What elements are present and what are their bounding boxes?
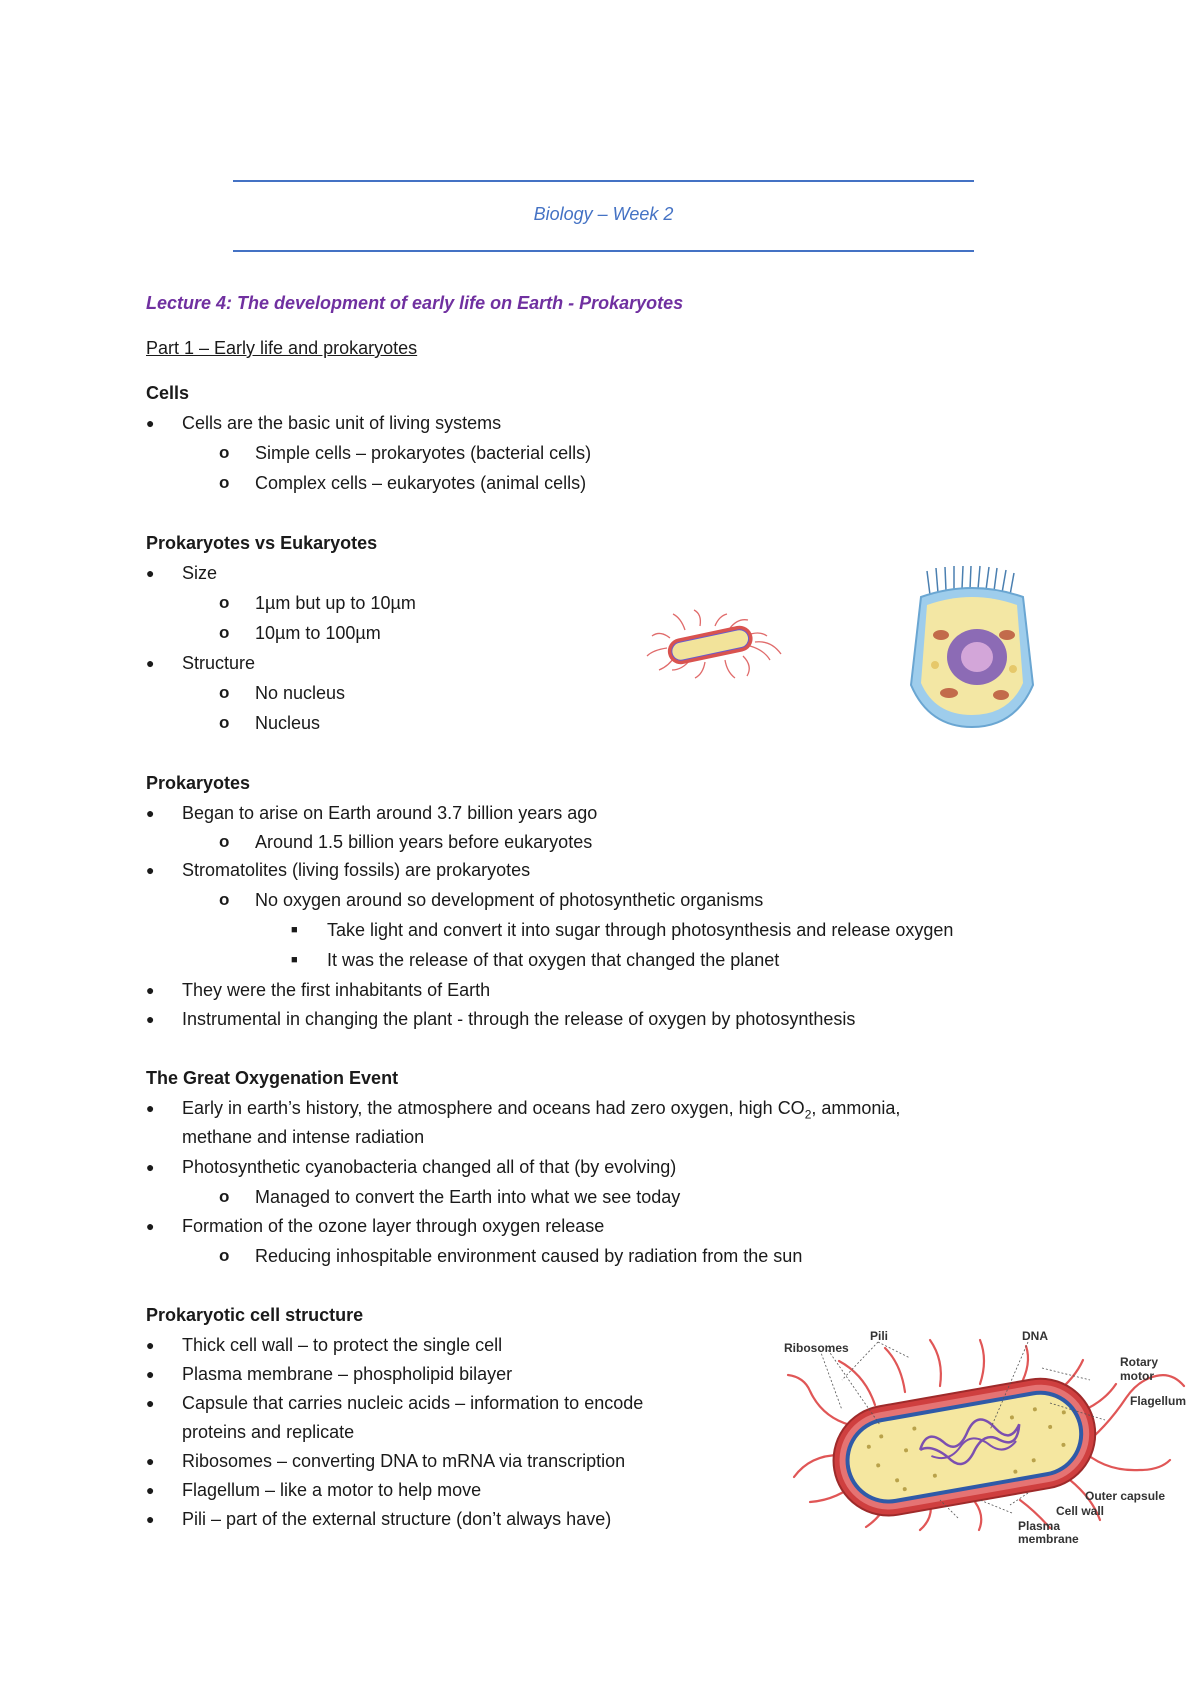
bullet-icon: ● [146, 1511, 155, 1527]
eukaryotic-cell-illustration [905, 565, 1040, 730]
list-item-text: , ammonia, [811, 1098, 901, 1118]
list-item: No nucleus [255, 683, 346, 703]
list-item: Ribosomes – converting DNA to mRNA via transcription [182, 1451, 626, 1471]
label-motor: motor [1120, 1369, 1154, 1383]
list-item: They were the first inhabitants of Earth [182, 980, 491, 1000]
bullet-icon: o [219, 1246, 230, 1265]
bullet-icon: ● [146, 805, 155, 821]
bullet-icon: ● [146, 1395, 155, 1411]
list-item: Take light and convert it into sugar through photosynthesis and release oxygen [327, 920, 954, 940]
bullet-icon: ● [146, 1100, 155, 1116]
list-item: Pili – part of the external structure (don’t always have) [182, 1509, 612, 1529]
label-plasma: Plasma [1018, 1519, 1061, 1533]
bullet-icon: ● [146, 655, 155, 671]
header-bottom-rule [233, 250, 974, 252]
section-heading-structure: Prokaryotic cell structure [146, 1305, 364, 1325]
prokaryote-cell-illustration [645, 608, 785, 683]
section-heading-goe: The Great Oxygenation Event [146, 1068, 399, 1088]
bullet-icon: o [219, 890, 230, 909]
list-item: methane and intense radiation [182, 1127, 425, 1147]
bullet-icon: o [219, 832, 230, 851]
list-item: proteins and replicate [182, 1422, 355, 1442]
list-item: Stromatolites (living fossils) are prokaryotes [182, 860, 531, 880]
subscript: 2 [804, 1107, 812, 1122]
bullet-icon: ● [146, 1453, 155, 1469]
bullet-icon: ● [146, 1337, 155, 1353]
prokaryotic-cell-diagram [780, 1329, 1190, 1546]
bullet-icon: o [219, 683, 230, 702]
bullet-icon: o [219, 443, 230, 462]
bullet-icon: ● [146, 862, 155, 878]
list-item: Managed to convert the Earth into what we see today [255, 1187, 681, 1207]
list-item: No oxygen around so development of photosynthetic organisms [255, 890, 764, 910]
bullet-icon: ■ [291, 924, 298, 936]
bullet-icon: o [219, 1187, 230, 1206]
list-item: 1µm but up to 10µm [255, 593, 416, 613]
bullet-icon: ● [146, 415, 155, 431]
lecture-title: Lecture 4: The development of early life on Earth - Prokaryotes [146, 293, 684, 313]
list-item: Instrumental in changing the plant - through the release of oxygen by photosynthesis [182, 1009, 856, 1029]
bullet-icon: ● [146, 1366, 155, 1382]
bullet-icon: ● [146, 565, 155, 581]
bullet-icon: o [219, 713, 230, 732]
list-item: Began to arise on Earth around 3.7 billion years ago [182, 803, 598, 823]
list-item: Size [182, 563, 218, 583]
part-title: Part 1 – Early life and prokaryotes [146, 338, 418, 358]
list-item: Reducing inhospitable environment caused by radiation from the sun [255, 1246, 803, 1266]
list-item: Structure [182, 653, 256, 673]
list-item: Capsule that carries nucleic acids – information to encode [182, 1393, 644, 1413]
list-item: Cells are the basic unit of living systems [182, 413, 502, 433]
label-dna: DNA [1022, 1329, 1048, 1343]
list-item: Plasma membrane – phospholipid bilayer [182, 1364, 513, 1384]
bullet-icon: ● [146, 1218, 155, 1234]
page-header: Biology – Week 2 [533, 204, 674, 224]
bullet-icon: ● [146, 982, 155, 998]
bullet-icon: o [219, 623, 230, 642]
list-item: Complex cells – eukaryotes (animal cells) [255, 473, 587, 493]
label-ribosomes: Ribosomes [784, 1341, 849, 1355]
list-item: Nucleus [255, 713, 321, 733]
list-item: Photosynthetic cyanobacteria changed all of that (by evolving) [182, 1157, 677, 1177]
list-item: Around 1.5 billion years before eukaryotes [255, 832, 593, 852]
section-heading-pro-vs-euk: Prokaryotes vs Eukaryotes [146, 533, 378, 553]
list-item: Simple cells – prokaryotes (bacterial cells) [255, 443, 592, 463]
bullet-icon: ● [146, 1482, 155, 1498]
list-item: It was the release of that oxygen that changed the planet [327, 950, 780, 970]
bullet-icon: o [219, 473, 230, 492]
label-pili: Pili [870, 1329, 889, 1343]
bullet-icon: o [219, 593, 230, 612]
list-item [182, 1098, 900, 1122]
header-top-rule [233, 180, 974, 182]
label-rotary: Rotary [1120, 1355, 1159, 1369]
list-item: 10µm to 100µm [255, 623, 381, 643]
label-outer-capsule: Outer capsule [1085, 1489, 1166, 1503]
label-flagellum: Flagellum [1130, 1394, 1187, 1408]
section-heading-cells: Cells [146, 383, 190, 403]
list-item: Formation of the ozone layer through oxygen release [182, 1216, 605, 1236]
bullet-icon: ■ [291, 954, 298, 966]
label-cell-wall: Cell wall [1056, 1504, 1105, 1518]
bullet-icon: ● [146, 1159, 155, 1175]
list-item-text: Early in earth’s history, the atmosphere and oceans had zero oxygen, high CO [182, 1098, 805, 1118]
bullet-icon: ● [146, 1011, 155, 1027]
list-item: Flagellum – like a motor to help move [182, 1480, 482, 1500]
section-heading-prokaryotes: Prokaryotes [146, 773, 251, 793]
label-membrane: membrane [1018, 1532, 1079, 1546]
list-item: Thick cell wall – to protect the single cell [182, 1335, 503, 1355]
